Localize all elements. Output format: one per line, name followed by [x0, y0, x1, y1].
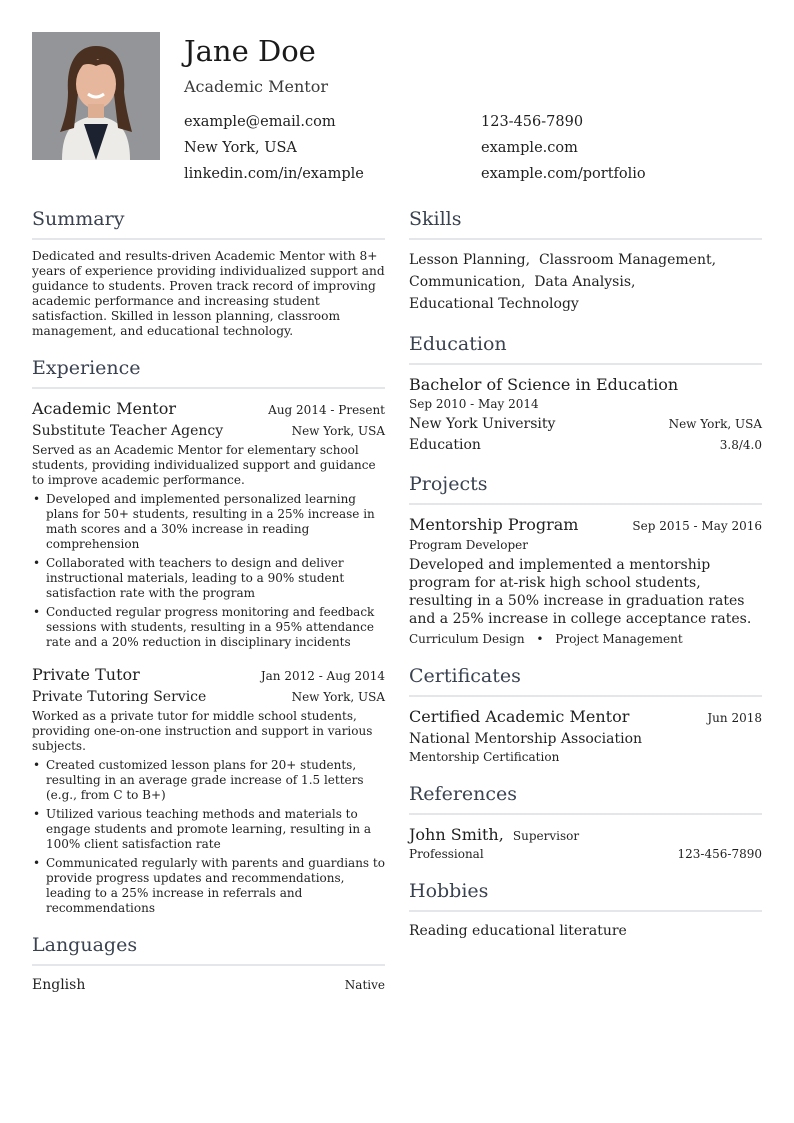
section-title-experience: Experience — [32, 355, 385, 389]
job-summary: Worked as a private tutor for middle school students, providing one-on-one instruction and support in various subjects. — [32, 709, 373, 753]
education-date: Sep 2010 - May 2014 — [409, 397, 539, 411]
skill-item: Data Analysis, — [534, 274, 636, 290]
skill-item: Lesson Planning, — [409, 252, 531, 268]
job-bullets — [32, 758, 385, 916]
contact-info — [184, 111, 762, 185]
section-title-summary: Summary — [32, 206, 385, 240]
certificate-detail: Mentorship Certification — [409, 750, 560, 764]
list-item: • Conducted regular progress monitoring and feedback sessions with students, resulting in a 95% attendance rate and a 20% reduction in disciplinary incidents — [32, 605, 385, 650]
resume-header — [32, 32, 762, 192]
certificate-date: Jun 2018 — [707, 711, 762, 725]
project-name: Mentorship Program — [409, 515, 579, 534]
job-location: New York, USA — [291, 690, 385, 704]
hobbies-section — [409, 878, 762, 941]
portfolio-link[interactable]: example.com/portfolio — [481, 166, 646, 182]
summary-section — [32, 206, 385, 339]
projects-section — [409, 471, 762, 647]
company-name: Private Tutoring Service — [32, 689, 207, 705]
job-date: Jan 2012 - Aug 2014 — [260, 669, 385, 683]
profile-photo-image — [32, 32, 160, 160]
skills-list — [409, 240, 762, 315]
certificate-issuer: National Mentorship Association — [409, 731, 643, 747]
website-link[interactable]: example.com — [481, 140, 578, 156]
reference-relation: Professional — [409, 847, 484, 861]
education-section — [409, 331, 762, 455]
profile-photo — [32, 32, 160, 160]
project-date: Sep 2015 - May 2016 — [632, 519, 762, 533]
degree-name: Bachelor of Science in Education — [409, 375, 679, 394]
list-item: • Communicated regularly with parents and guardians to provide progress updates and recommendations, leading to a 25% increase in referrals and recommendations — [32, 856, 385, 916]
candidate-headline: Academic Mentor — [184, 77, 328, 96]
keyword: Curriculum Design — [409, 632, 525, 646]
linkedin-link[interactable]: linkedin.com/in/example — [184, 166, 364, 182]
phone-number[interactable]: 123-456-7890 — [481, 114, 584, 130]
language-name: English — [32, 977, 86, 993]
language-row — [32, 975, 385, 995]
section-title-hobbies: Hobbies — [409, 878, 762, 912]
skill-item: Communication, — [409, 274, 526, 290]
experience-item — [32, 664, 385, 916]
languages-section — [32, 932, 385, 995]
section-title-languages: Languages — [32, 932, 385, 966]
project-description: Developed and implemented a mentorship program for at-risk high school students, resulting in a 50% increase in graduation rates and a 25% increase in college acceptance rates. — [409, 557, 752, 627]
language-level: Native — [344, 978, 385, 992]
right-column — [409, 206, 762, 957]
references-section — [409, 781, 762, 862]
reference-position: Supervisor — [512, 829, 580, 843]
certificate-name: Certified Academic Mentor — [409, 707, 630, 726]
school-location: New York, USA — [668, 417, 762, 431]
section-title-education: Education — [409, 331, 762, 365]
job-date: Aug 2014 - Present — [268, 403, 385, 417]
section-title-skills: Skills — [409, 206, 762, 240]
section-title-references: References — [409, 781, 762, 815]
field-of-study: Education — [409, 437, 481, 453]
skills-section — [409, 206, 762, 315]
list-item: • Utilized various teaching methods and materials to engage students and promote learning, resulting in a 100% client satisfaction rate — [32, 807, 385, 852]
project-keywords — [409, 632, 762, 647]
hobby-item: Reading educational literature — [409, 923, 627, 939]
school-name: New York University — [409, 416, 556, 432]
skill-item: Classroom Management, — [538, 252, 717, 268]
section-title-certificates: Certificates — [409, 663, 762, 697]
gpa: 3.8/4.0 — [719, 438, 762, 452]
section-title-projects: Projects — [409, 471, 762, 505]
skill-item: Educational Technology — [409, 296, 579, 312]
job-summary: Served as an Academic Mentor for elementary school students, providing individualized support and guidance to improve academic performance. — [32, 443, 376, 487]
experience-section — [32, 355, 385, 916]
job-location: New York, USA — [291, 424, 385, 438]
certificates-section — [409, 663, 762, 765]
list-item: • Collaborated with teachers to design and deliver instructional materials, leading to a 90% student satisfaction rate with the program — [32, 556, 385, 601]
candidate-name: Jane Doe — [184, 34, 316, 68]
job-title: Private Tutor — [32, 665, 140, 684]
left-column — [32, 206, 385, 1011]
location: New York, USA — [184, 140, 297, 156]
keyword-separator: • — [536, 632, 544, 646]
list-item: • Developed and implemented personalized learning plans for 50+ students, resulting in a 25% increase in math scores and a 30% increase in reading comprehension — [32, 492, 385, 552]
email-link[interactable]: example@email.com — [184, 114, 336, 130]
experience-item — [32, 398, 385, 650]
company-name: Substitute Teacher Agency — [32, 423, 224, 439]
keyword: Project Management — [555, 632, 683, 646]
job-bullets — [32, 492, 385, 650]
reference-phone[interactable]: 123-456-7890 — [677, 847, 762, 861]
reference-name: John Smith, — [409, 825, 504, 844]
project-role: Program Developer — [409, 538, 528, 552]
summary-text: Dedicated and results-driven Academic Mentor with 8+ years of experience providing individualized support and guidance to students. Proven track record of improving academic performance and increasing student satisfaction. Skilled in lesson planning, classroom management, and educational technology. — [32, 249, 385, 338]
job-title: Academic Mentor — [32, 399, 176, 418]
list-item: • Created customized lesson plans for 20+ students, resulting in an average grade increase of 1.5 letters (e.g., from C to B+) — [32, 758, 385, 803]
